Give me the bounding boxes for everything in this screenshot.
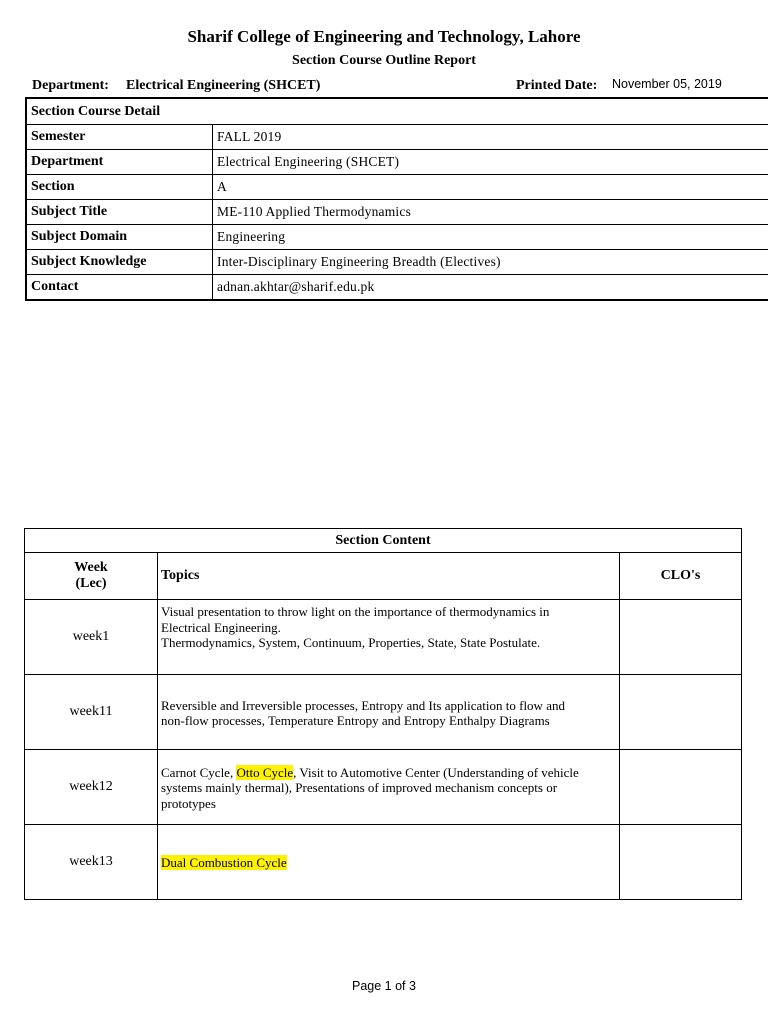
- table-row: [25, 600, 742, 675]
- detail-value: FALL 2019: [213, 125, 768, 150]
- table-row: [25, 825, 742, 900]
- content-heading: Section Content: [25, 529, 742, 553]
- clo-cell: [620, 750, 742, 825]
- detail-row: [26, 200, 768, 225]
- topic-text: , Visit to Automotive Center (Understanding of vehicle: [293, 764, 579, 780]
- detail-label: Semester: [26, 125, 213, 150]
- contact-email[interactable]: adnan.akhtar@sharif.edu.pk: [213, 275, 768, 301]
- topics-cell: [158, 600, 620, 675]
- detail-value: Electrical Engineering (SHCET): [213, 150, 768, 175]
- detail-label: Subject Knowledge: [26, 250, 213, 275]
- topic-line: Visual presentation to throw light on the importance of thermodynamics in: [161, 604, 550, 619]
- detail-label: Section: [26, 175, 213, 200]
- week-column-header: [25, 553, 158, 600]
- detail-value: Inter-Disciplinary Engineering Breadth (Electives): [213, 250, 768, 275]
- printed-date-value: November 05, 2019: [612, 77, 722, 91]
- week-cell: week13: [25, 825, 158, 900]
- detail-heading: Section Course Detail: [26, 98, 768, 125]
- clo-cell: [620, 600, 742, 675]
- highlighted-topic: Otto Cycle: [236, 764, 294, 780]
- detail-row: [26, 150, 768, 175]
- department-value: Electrical Engineering (SHCET): [126, 78, 321, 93]
- topics-cell: [158, 750, 620, 825]
- topic-line: Electrical Engineering.: [161, 619, 281, 635]
- highlighted-topic: Dual Combustion Cycle: [161, 855, 287, 871]
- topic-line: systems mainly thermal), Presentations of improved mechanism concepts or: [161, 780, 558, 796]
- college-title: Sharif College of Engineering and Technology, Lahore: [187, 27, 581, 46]
- topic-line: prototypes: [161, 795, 216, 811]
- week-cell: week12: [25, 750, 158, 825]
- detail-value: A: [213, 175, 768, 200]
- clos-column-header: CLO's: [620, 553, 742, 600]
- week-cell: week1: [25, 600, 158, 675]
- detail-label: Contact: [26, 275, 213, 301]
- page-number: Page 1 of 3: [352, 979, 416, 993]
- topic-line: Thermodynamics, System, Continuum, Properties, State, State Postulate.: [161, 635, 541, 650]
- detail-label: Subject Domain: [26, 225, 213, 250]
- topic-text: Carnot Cycle,: [161, 764, 237, 780]
- department-label: Department:: [32, 78, 109, 93]
- section-content-table: [24, 528, 742, 900]
- detail-row: [26, 125, 768, 150]
- topic-line: non-flow processes, Temperature Entropy and Entropy Enthalpy Diagrams: [161, 713, 550, 728]
- detail-row: [26, 225, 768, 250]
- detail-value: Engineering: [213, 225, 768, 250]
- clo-cell: [620, 825, 742, 900]
- printed-date-label: Printed Date:: [516, 78, 598, 93]
- week-header-line2: (Lec): [75, 576, 107, 591]
- week-header-line1: Week: [74, 560, 108, 575]
- detail-label: Department: [26, 150, 213, 175]
- topic-line: Reversible and Irreversible processes, Entropy and Its application to flow and: [161, 697, 565, 713]
- topics-cell: [158, 825, 620, 900]
- detail-row: [26, 175, 768, 200]
- detail-row: [26, 250, 768, 275]
- detail-value: ME-110 Applied Thermodynamics: [213, 200, 768, 225]
- clo-cell: [620, 675, 742, 750]
- report-title: Section Course Outline Report: [292, 53, 476, 68]
- topics-column-header: Topics: [158, 553, 620, 600]
- detail-row: [26, 275, 768, 301]
- detail-label: Subject Title: [26, 200, 213, 225]
- section-course-detail-table: [25, 97, 768, 301]
- topics-cell: [158, 675, 620, 750]
- table-row: [25, 750, 742, 825]
- table-row: [25, 675, 742, 750]
- week-cell: week11: [25, 675, 158, 750]
